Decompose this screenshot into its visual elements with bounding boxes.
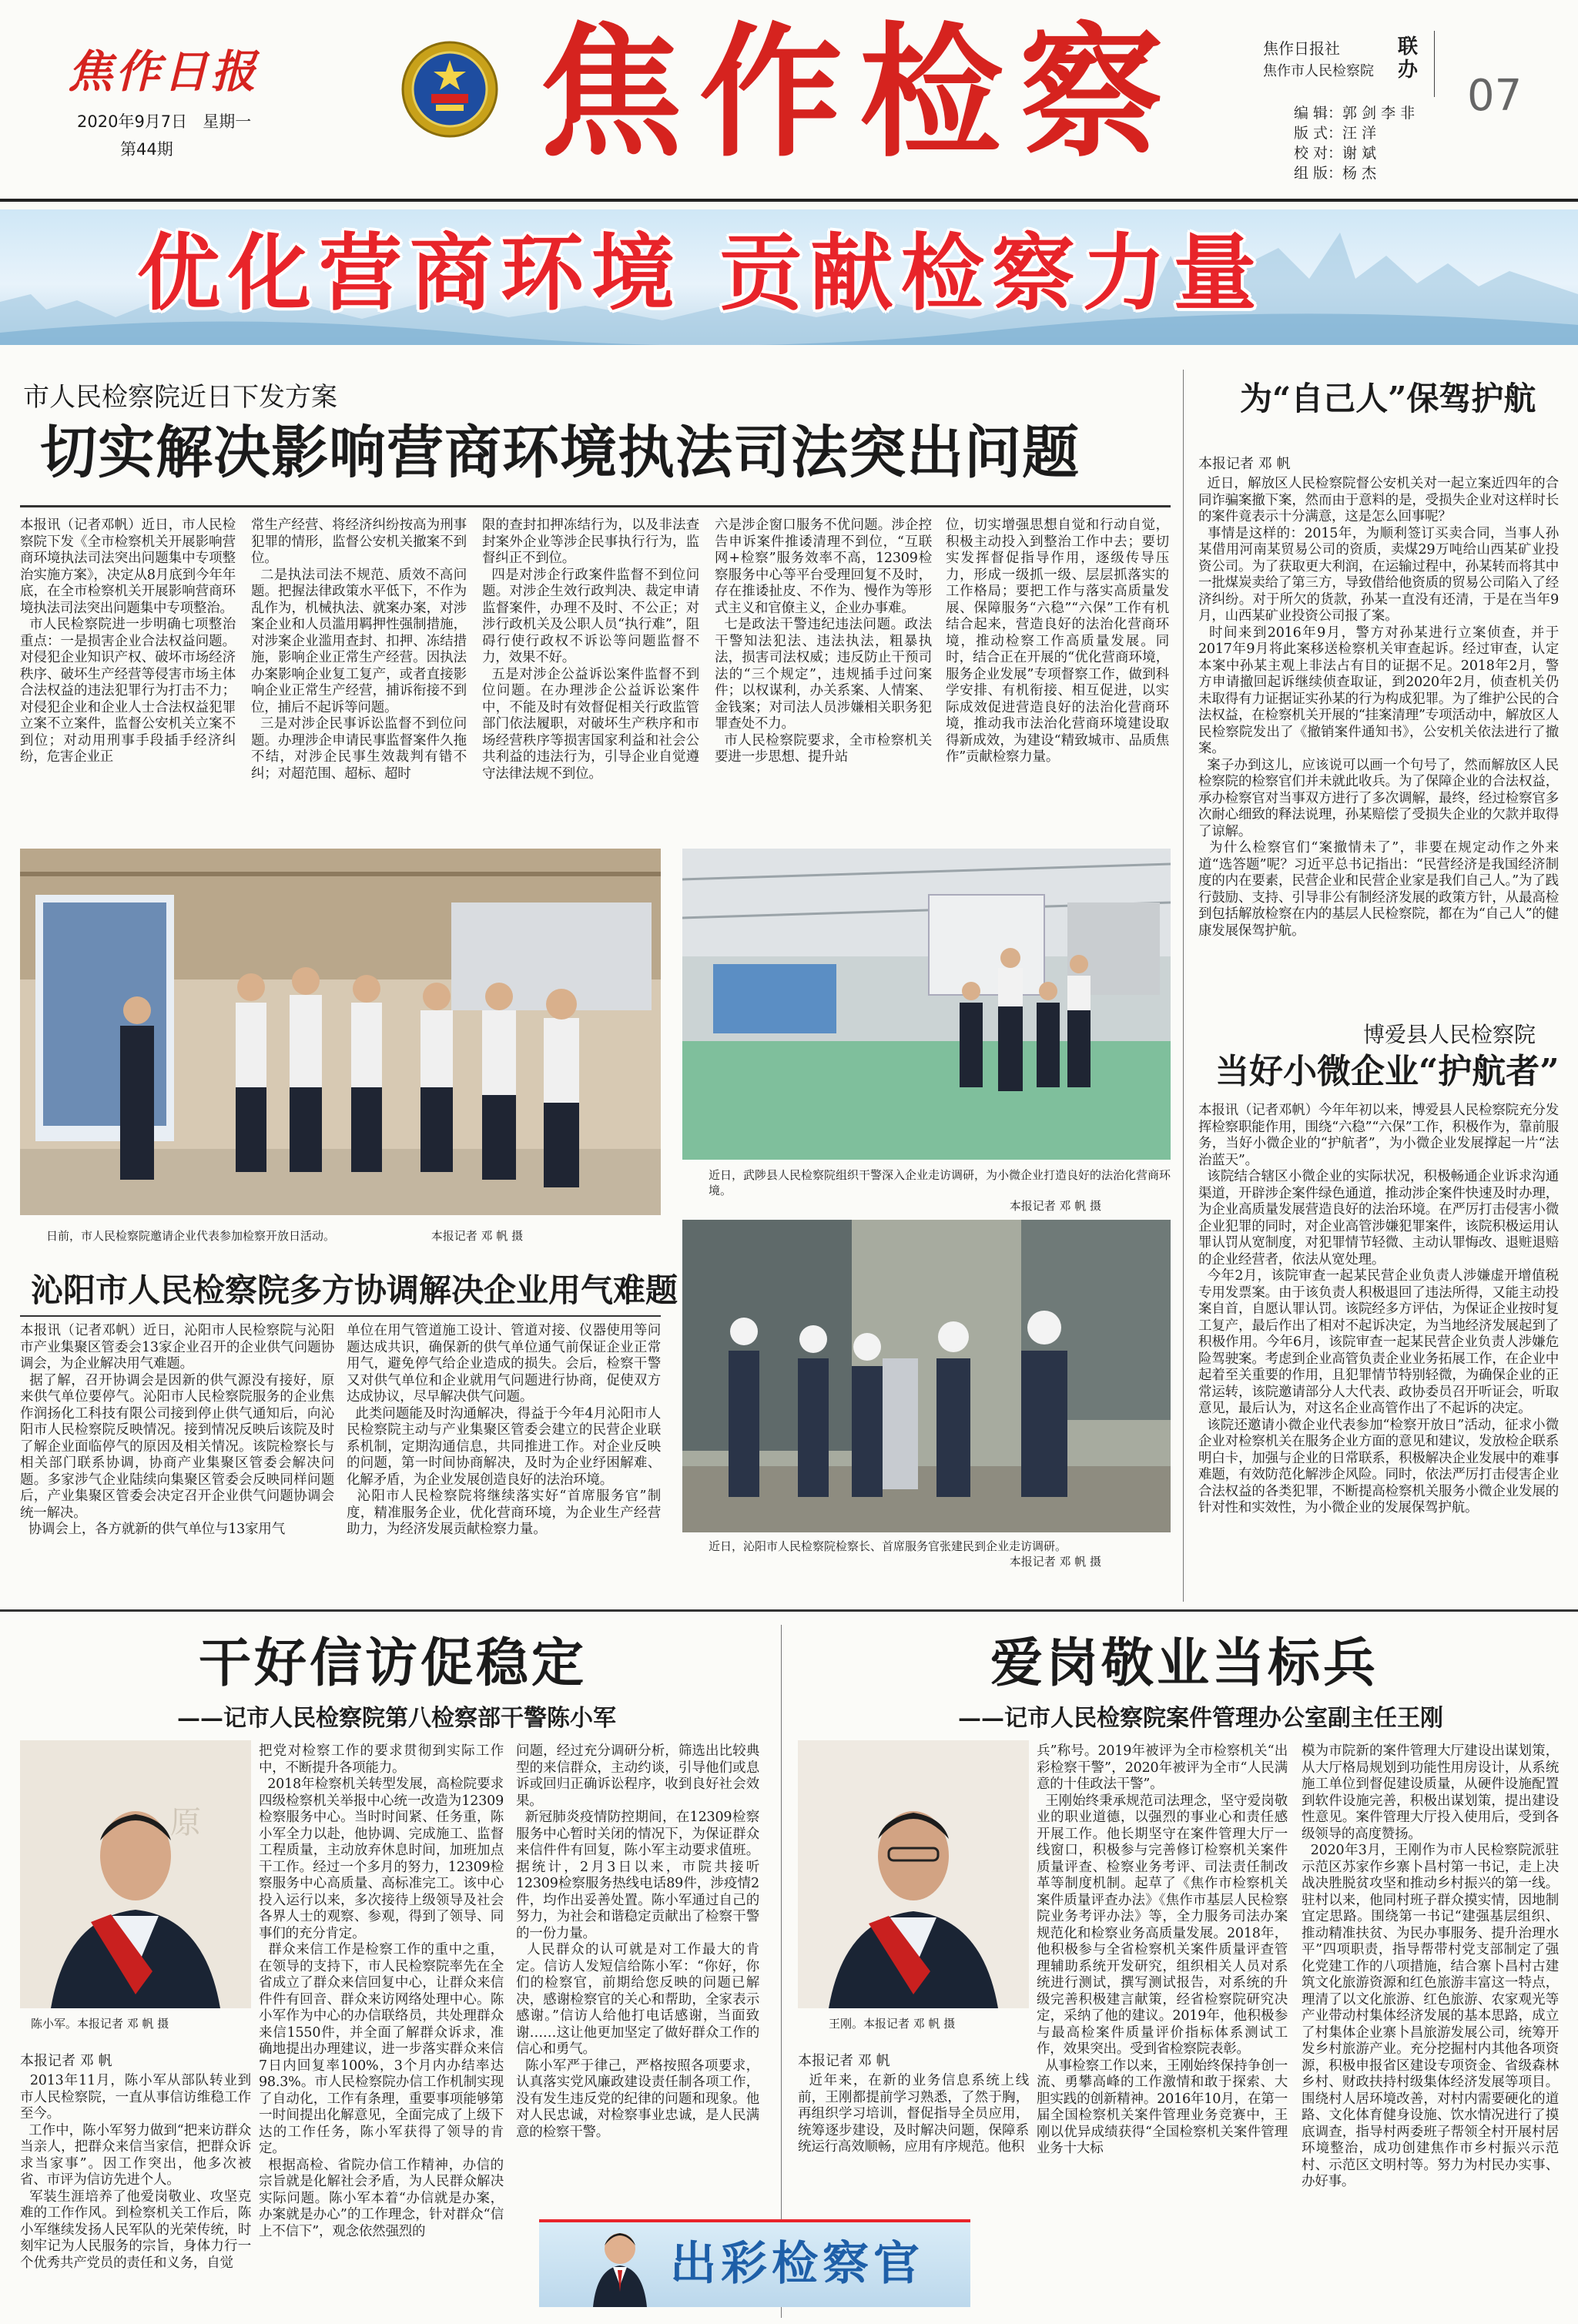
side2-kicker: 博爱县人民检察院 — [1363, 1022, 1536, 1047]
svg-text:原: 原 — [170, 1805, 201, 1840]
feature2-column-3: 模为市院新的案件管理大厅建设出谋划策，从大厅格局规划到功能性用房设计，从系统施工单位到督促建设质量，从硬件设施配置到软件设施完善，积极出谋划策，提出建设性意见。案件管理大厅投入使用后，受到各级领导的高度赞扬。 2020年3月，王刚作为市人民检察院派驻示范区苏家作乡寨卜昌村第一书记，走上决战决胜脱贫攻坚和推动乡村振兴的第一线。驻村以来，他同村班子群众摸实情，因地制宜定思路。围绕第一书记“建强基层组织、推动精准扶贫、为民办事服务、提升治理水平”四项职责，指导帮带村党支部制定了强化党建工作的八项措施，结合寨卜昌村古建筑文化旅游资源和红色旅游丰富这一特点，理清了以文化旅游、红色旅游、农家观光等产业带动村集体经济发展的基本思路，成立了村集体企业寨卜昌旅游发展公司，统筹开发乡村旅游产业。充分挖掘村内其他各项资源，积极申报省区建设专项资金、省级森林乡村、财政扶持村级集体经济发展等项目。围绕村人居环境改善，对村内需要硬化的道路、文化体育健身设施、饮水情况进行了摸底调查，指导村两委班子帮领全村开展村居环境整治，成功创建焦作市乡村振兴示范村、示范区文明村等。努力为村民办实事、办好事。 — [1302, 1743, 1559, 2189]
section-rule — [0, 1609, 1578, 1612]
sponsor-box — [1263, 37, 1417, 83]
feature1-column-3: 问题，经过充分调研分析，筛选出比较典型的来信群众，主动约谈，引导他们或息诉或回归正确诉讼程序，收到良好社会效果。 新冠肺炎疫情防控期间，在12309检察服务中心暂时关闭的情况下，为保证群众来信件件有回复，陈小军主动要求值班。据统计，2月3日以来，市院共接听12309检察服务热线电话89件，涉疫情2件，均作出妥善处置。陈小军通过自己的努力，为社会和谐稳定贡献出了检察干警的一份力量。 人民群众的认可就是对工作最大的肯定。信访人发短信给陈小军：“你好，你们的检察官，前期给您反映的问题已解决，感谢检察官的关心和帮助，全家表示感谢。”信访人给他打电话感谢，当面致谢……这让他更加坚定了做好群众工作的信心和勇气。 陈小军严于律己，严格按照各项要求，认真落实党风廉政建设责任制各项工作，没有发生违反党的纪律的问题和现象。他对人民忠诚，对检察事业忠诚，是人民满意的检察干警。 — [516, 1743, 759, 2140]
side2-body: 本报讯（记者邓帆）今年年初以来，博爱县人民检察院充分发挥检察职能作用，围绕“六稳”“六保”工作，积极作为，靠前服务，当好小微企业的“护航者”，为小微企业发展撑起一片“法治蓝天”。 该院结合辖区小微企业的实际状况，积极畅通企业诉求沟通渠道，开辟涉企案件绿色通道，推动涉企案件快速及时办理，为企业高质量发展营造良好的法治环境。在严厉打击侵害小微企业犯罪的同时，对企业高管涉嫌犯罪案件，该院积极运用认罪认罚从宽制度，对犯罪情节轻微、主动认罪悔改、退赃退赔的企业经营者，依法从宽处理。 今年2月，该院审查一起某民营企业负责人涉嫌虚开增值税专用发票案。由于该负责人积极退回了违法所得，又能主动投案自首，自愿认罪认罚。该院经多方评估，为保证企业按时复工复产，最后作出了相对不起诉决定，为当地经济发展起到了积极作用。今年6月，该院审查一起某民营企业负责人涉嫌危险驾驶案。考虑到企业高管负责企业业务拓展工作，在企业中起着至关重要的作用，且犯罪情节特别轻微，为确保企业的正常运转，该院邀请部分人大代表、政协委员召开听证会，听取意见，最后认为，对这名企业高管作出了不起诉的决定。 该院还邀请小微企业代表参加“检察开放日”活动，征求小微企业对检察机关在服务企业方面的意见和建议，发放检企联系明白卡，加强与企业的日常联系，积极解决企业发展中的难事难题，有效防范化解涉企风险。同时，依法严厉打击侵害企业合法权益的各类犯罪，不断提高检察机关服务小微企业发展的针对性和实效性，为小微企业的发展保驾护航。 — [1198, 1103, 1559, 1515]
sponsor-2: 焦作市人民检察院 — [1263, 63, 1374, 79]
feature1-byline: 本报记者 邓 帆 — [20, 2053, 112, 2069]
photo-factory-visit — [682, 849, 1171, 1160]
staff-list — [1294, 103, 1415, 183]
feature2-subhead: ——记市人民检察院案件管理办公室副主任王刚 — [958, 1705, 1443, 1732]
story2-column-2: 单位在用气管道施工设计、管道对接、仪器使用等问题达成共识，确保新的供气单位通气前保证企业正常用气，避免停气给企业造成的损失。会后，检察干警又对供气单位和企业就用气问题进行协商，促使双方达成协议，尽早解决供气问题。 此类问题能及时沟通解决，得益于今年4月沁阳市人民检察院主动与产业集聚区管委会建立的民营企业联系机制，定期沟通信息，共同推进工作。对企业反映的问题，第一时间协商解决，及时为企业纾困解难、化解矛盾，为企业发展创造良好的法治环境。 沁阳市人民检察院将继续落实好“首席服务官”制度，精准服务企业，优化营商环境，为企业生产经营助力，为经济发展贡献检察力量。 — [347, 1323, 661, 1537]
joint-label: 联办 — [1398, 35, 1419, 82]
column-divider-right — [1183, 370, 1184, 1602]
side1-headline: 为“自己人”保驾护航 — [1240, 380, 1536, 417]
date — [77, 109, 251, 132]
feature2-byline: 本报记者 邓 帆 — [798, 2053, 890, 2069]
sponsor-1: 焦作日报社 — [1263, 39, 1340, 58]
masthead-rule — [0, 199, 1578, 202]
side2-headline: 当好小微企业“护航者” — [1215, 1052, 1560, 1091]
lead-column-2: 常生产经营、将经济纠纷按高为刑事犯罪的情形，监督公安机关撤案不到位。 二是执法司法不规范、质效不高问题。把握法律政策水平低下，不作为乱作为，机械执法、就案办案，对涉案企业和人员滥用羁押性强制措施，对涉案企业滥用查封、扣押、冻结措施，影响企业正常生产经营。因执法办案影响企业复工复产，或者直接影响企业正常生产经营，捕诉衔接不到位，捕后不起诉等问题。 三是对涉企民事诉讼监督不到位问题。办理涉企申请民事监督案件久拖不结，对涉企民事生效裁判有错不纠；对超范围、超标、超时 — [251, 517, 467, 782]
caption-credit: 本报记者 邓 帆 摄 — [431, 1229, 524, 1243]
staff-editor: 编 辑：郭 剑 李 非 — [1294, 105, 1416, 122]
feature2-column-1: 近年来，在新的业务信息系统上线前，王刚都提前学习熟悉，了然于胸，再组织学习培训，督促指导全员应用，统筹逐步建设，及时解决问题，保障系统运行高效顺畅，应用有序规范。他积 — [798, 2073, 1029, 2155]
photo-factory-caption — [709, 1167, 1171, 1214]
date-text: 2020年9月7日 — [77, 112, 188, 131]
photo-open-day-caption — [46, 1228, 662, 1244]
page-number: 07 — [1467, 71, 1523, 121]
theme-banner — [0, 209, 1578, 345]
staff-check: 组 版：杨 杰 — [1294, 165, 1377, 182]
story2-rule — [20, 1315, 661, 1317]
footer-banner-text: 出彩检察官 — [670, 2237, 924, 2291]
lead-headline-rule — [20, 505, 1171, 507]
weekday: 星期一 — [203, 112, 252, 131]
page-title: 焦作检察 — [539, 8, 1181, 176]
caption-credit: 本报记者 邓 帆 摄 — [1009, 1199, 1101, 1213]
caption-text: 近日，武陟县人民检察院组织干警深入企业走访调研，为小微企业打造良好的法治化营商环境。 — [709, 1168, 1171, 1197]
story2-headline: 沁阳市人民检察院多方协调解决企业用气难题 — [31, 1271, 678, 1309]
feature1-column-1: 2013年11月，陈小军从部队转业到市人民检察院，一直从事信访维稳工作至今。 工作中，陈小军努力做到“把来访群众当亲人，把群众来信当家信，把群众诉求当家事”。因工作突出，他多次被省、市评为信访先进个人。 军装生涯培养了他爱岗敬业、攻坚克难的工作作风。到检察机关工作后，陈小军继续发扬人民军队的光荣传统，时刻牢记为人民服务的宗旨，身体力行一个优秀共产党员的责任和义务，自觉 — [20, 2073, 251, 2271]
portrait-chen-xiaojun — [20, 1740, 251, 2008]
lead-headline: 切实解决影响营商环境执法司法突出问题 — [40, 420, 1080, 486]
masthead-divider — [1434, 31, 1435, 97]
feature-divider — [781, 1625, 782, 2318]
story2-column-1: 本报讯（记者邓帆）近日，沁阳市人民检察院与沁阳市产业集聚区管委会13家企业召开的企业供气问题协调会，为企业解决用气难题。 据了解，召开协调会是因新的供气源没有接好，原来供气单位要停气。沁阳市人民检察院服务的企业焦作润扬化工科技有限公司接到停止供气通知后，向沁阳市人民检察院反映情况。接到情况反映后该院及时了解企业面临停气的原因及相关情况。该院检察长与相关部门联系协调，协商产业集聚区管委会解决问题。多家涉气企业陆续向集聚区管委会反映同样问题后，产业集聚区管委会决定召开企业供气问题协调会统一解决。 协调会上，各方就新的供气单位与13家用气 — [20, 1323, 334, 1537]
portrait2-caption: 王刚。本报记者 邓 帆 摄 — [829, 2017, 956, 2031]
lead-column-3: 限的查封扣押冻结行为，以及非法查封案外企业等涉企民事执行行为，监督纠正不到位。 四是对涉企行政案件监督不到位问题。对涉企生效行政判决、裁定申请监督案件，办理不及时、不公正；对涉行政机关及公职人员“执行难”，阻碍行使行政权不诉讼等问题监督不力，效果不好。 五是对涉企公益诉讼案件监督不到位问题。在办理涉企公益诉讼案件中，不能及时有效督促相关行政监管部门依法履职，对破坏生产秩序和市场经营秩序等损害国家利益和社会公共利益的违法行为，引导企业自觉遵守法律法规不到位。 — [482, 517, 699, 782]
feature2-column-2: 兵”称号。2019年被评为全市检察机关“出彩检察干警”，2020年被评为全市“人民满意的十佳政法干警”。 王刚始终秉承规范司法理念，坚守爱岗敬业的职业道德，以强烈的事业心和责任感开展工作。他长期坚守在案件管理大厅一线窗口，积极参与完善修订检察机关案件质量评查、检察业务考评、司法责任制改革等制度机制。起草了《焦作市检察机关案件质量评查办法》《焦作市基层人民检察院业务考评办法》等，全力服务司法办案规范化和检察业务高质量发展。2018年，他积极参与全省检察机关案件质量评查管理辅助系统开发研究，组织相关人员对系统进行测试，撰写测试报告，对系统的升级完善积极建言献策，经省检察院研究决定，采纳了他的建议。2019年，他积极参与最高检案件质量评价指标体系测试工作，效果突出。受到省检察院表彰。 从事检察工作以来，王刚始终保持争创一流、勇攀高峰的工作激情和敢于探索、大胆实践的创新精神。2016年10月，在第一届全国检察机关案件管理业务竞赛中，王刚以优异成绩获得“全国检察机关案件管理业务十大标 — [1037, 1743, 1288, 2156]
lead-column-5: 位，切实增强思想自觉和行动自觉，积极主动投入到整治工作中去；要切实发挥督促指导作用，逐级传导压力，形成一级抓一级、层层抓落实的工作格局；要把工作与落实高质量发展、保障服务“六稳”“六保”工作有机结合起来，营造良好的法治化营商环境，推动检察工作高质量发展。同时，结合正在开展的“优化营商环境，服务企业发展”专项督察工作，做到科学安排、有机衔接、相互促进，以实际成效促进营造良好的法治化营商环境，推动我市法治化营商环境建设取得新成效，为建设“精致城市、品质焦作”贡献检察力量。 — [946, 517, 1169, 765]
banner-slogan: 优化营商环境 贡献检察力量 — [137, 225, 1265, 322]
photo-open-day — [20, 849, 661, 1215]
feature1-headline: 干好信访促稳定 — [199, 1632, 588, 1694]
lead-kicker: 市人民检察院近日下发方案 — [23, 382, 337, 413]
staff-proof: 校 对：谢 斌 — [1294, 145, 1377, 162]
photo-qinyang-visit — [682, 1220, 1171, 1532]
side1-body: 近日，解放区人民检察院督公安机关对一起立案近四年的合同诈骗案撤下案，然而由于意料的是，受损失企业对这样时长的案件竟表示十分满意，这是怎么回事呢？ 事情是这样的：2015年，为顺利签订买卖合同，当事人孙某借用河南某贸易公司的资质，卖煤29万吨给山西某矿业投资公司。为了获取更大利润，在运输过程中，孙某转而将其中一批煤炭卖给了第三方，导致借给他资质的贸易公司陷入了经济纠纷。对于所欠的货款，孙某一直没有还清，于是在当年9月，山西某矿业投资公司报了案。 时间来到2016年9月，警方对孙某进行立案侦查，并于2017年9月将此案移送检察机关审查起诉。经过审查，认定本案中孙某主观上非法占有目的证据不足。2018年2月，警方申请撤回起诉继续侦查取证，到2020年2月，侦查机关仍未取得有力证据证实孙某的行为构成犯罪。为了维护公民的合法权益，在检察机关开展的“挂案清理”专项活动中，解放区人民检察院发出了《撤销案件通知书》，公安机关依法进行了撤案。 案子办到这儿，应该说可以画一个句号了，然而解放区人民检察院的检察官们并未就此收兵。为了保障企业的合法权益，承办检察官对当事双方进行了多次调解，最终，经过检察官多次耐心细致的释法说理，孙某赔偿了受损失企业的欠款并取得了谅解。 为什么检察官们“案撤情未了”，非要在规定动作之外来道“选答题”呢？习近平总书记指出：“民营经济是我国经济制度的内在要素，民营企业和民营企业家是我们自己人。”为了践行鼓励、支持、引导非公有制经济发展的政策方针，从最高检到包括解放检察在内的基层人民检察院，都在为“自己人”的健康发展保驾护航。 — [1198, 476, 1559, 939]
feature2-headline: 爱岗敬业当标兵 — [990, 1632, 1379, 1694]
portrait1-caption: 陈小军。本报记者 邓 帆 摄 — [31, 2017, 169, 2031]
lead-column-1: 本报讯（记者邓帆）近日，市人民检察院下发《全市检察机关开展影响营商环境执法司法突出问题集中专项整治实施方案》，决定从8月底到今年年底，在全市检察机关开展影响营商环境执法司法突出问题集中专项整治。 市人民检察院进一步明确七项整治重点：一是损害企业合法权益问题。对侵犯企业知识产权、破坏市场经济秩序、破坏生产经营等侵害市场主体合法权益的违法犯罪行为打击不力；对侵犯企业和企业人士合法权益犯罪立案不立案件，监督公安机关立案不到位；对动用刑事手段插手经济纠纷，危害企业正 — [20, 517, 236, 765]
footer-figure-icon — [585, 2215, 655, 2307]
staff-layout: 版 式：汪 洋 — [1294, 125, 1377, 142]
caption-credit: 本报记者 邓 帆 摄 — [1009, 1555, 1101, 1569]
feature1-subhead: ——记市人民检察院第八检察部干警陈小军 — [177, 1705, 616, 1732]
caption-text: 近日，沁阳市人民检察院检察长、首席服务官张建民到企业走访调研。 — [709, 1539, 1067, 1553]
footer-banner — [539, 2219, 970, 2307]
lead-column-4: 六是涉企窗口服务不优问题。涉企控告申诉案件推诿清理不到位，“互联网+检察”服务效率不高，12309检察服务中心等平台受理回复不及时，存在推诿扯皮、不作为、慢作为等形式主义和官僚主义，企业办事难。 七是政法干警违纪违法问题。政法干警知法犯法、违法执法，粗暴执法，损害司法权威；违反防止干预司法的“三个规定”，违规插手过问案件；以权谋利，办关系案、人情案、金钱案；对司法人员涉嫌相关职务犯罪查处不力。 市人民检察院要求，全市检察机关要进一步思想、提升站 — [715, 517, 932, 765]
procuratorate-emblem-icon — [400, 40, 499, 139]
photo-qinyang-caption — [709, 1539, 1171, 1569]
newspaper-logo: 焦作日报 — [68, 45, 260, 98]
caption-text: 日前，市人民检察院邀请企业代表参加检察开放日活动。 — [46, 1229, 336, 1243]
portrait-wang-gang — [798, 1740, 1029, 2008]
side1-byline: 本报记者 邓 帆 — [1198, 456, 1291, 472]
feature1-column-2: 把党对检察工作的要求贯彻到实际工作中，不断提升各项能力。 2018年检察机关转型发展，高检院要求四级检察机关举报中心统一改造为12309检察服务中心。当时时间紧、任务重，陈小军全力以赴，他协调、完成施工、监督工程质量，主动放弃休息时间，加班加点干工作。经过一个多月的努力，12309检察服务中心高质量、高标准完工。该中心投入运行以来，多次接待上级领导及社会各界人士的观察、参观，得到了领导、同事们的充分肯定。 群众来信工作是检察工作的重中之重，在领导的支持下，市人民检察院率先在全省成立了群众来信回复中心，让群众来信件件有回音、群众来访网络处理中心。陈小军作为中心的办信联络员，共处理群众来信1550件，并全面了解群众诉求，准确地提出办理建议，进一步落实群众来信7日内回复率100%，3个月内办结率达98.3%。市人民检察院办信工作机制实现了自动化，工作有条理，重要事项能够第一时间提出化解意见，全面完成了上级下达的工作任务，陈小军获得了领导的肯定。 根据高检、省院办信工作精神，办信的宗旨就是化解社会矛盾，为人民群众解决实际问题。陈小军本着“办信就是办案，办案就是办心”的工作理念，针对群众“信上不信下”，观念依然强烈的 — [259, 1743, 504, 2239]
issue-number: 第44期 — [120, 140, 173, 159]
